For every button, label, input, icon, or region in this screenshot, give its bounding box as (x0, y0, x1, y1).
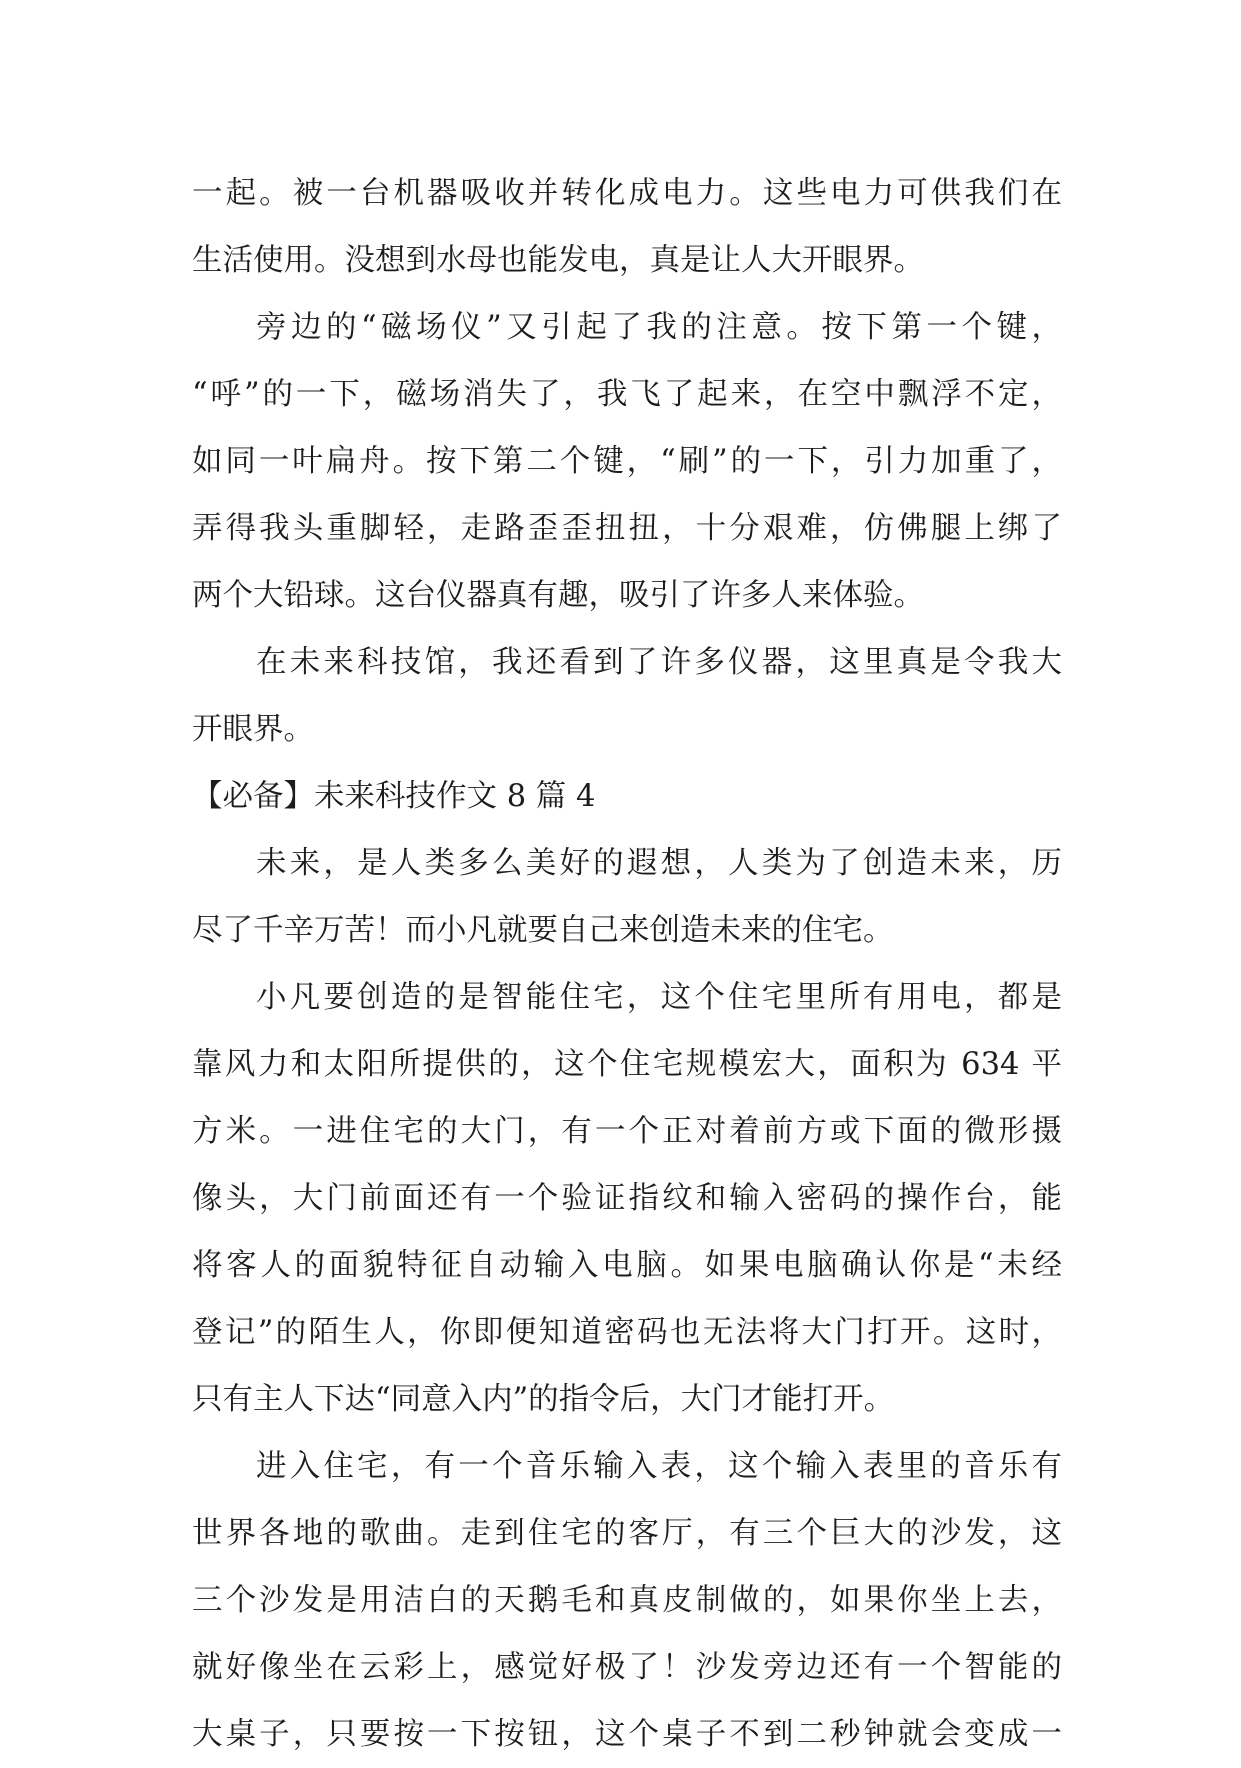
text-line: 尽了千辛万苦！而小凡就要自己来创造未来的住宅。 (192, 913, 894, 948)
text-line: 只有主人下达“同意入内”的指令后，大门才能打开。 (192, 1382, 895, 1417)
text-line: 三个沙发是用洁白的天鹅毛和真皮制做的，如果你坐上去， (192, 1583, 1062, 1618)
text-line: 弄得我头重脚轻，走路歪歪扭扭，十分艰难，仿佛腿上绑了 (192, 511, 1062, 546)
document-body (192, 160, 1062, 1768)
text-line: 小凡要创造的是智能住宅，这个住宅里所有用电，都是 (256, 980, 1062, 1015)
text-line: “呼”的一下，磁场消失了，我飞了起来，在空中飘浮不定， (192, 377, 1062, 412)
text-line: 进入住宅，有一个音乐输入表，这个输入表里的音乐有 (256, 1449, 1062, 1484)
text-line: 登记”的陌生人，你即便知道密码也无法将大门打开。这时， (192, 1315, 1062, 1350)
text-line: 开眼界。 (192, 712, 314, 747)
text-line: 两个大铅球。这台仪器真有趣，吸引了许多人来体验。 (192, 578, 924, 613)
text-line: 旁边的“磁场仪”又引起了我的注意。按下第一个键， (256, 310, 1062, 345)
text-line: 世界各地的歌曲。走到住宅的客厅，有三个巨大的沙发，这 (192, 1516, 1062, 1551)
text-line: 大桌子，只要按一下按钮，这个桌子不到二秒钟就会变成一 (192, 1717, 1062, 1752)
section-heading: 【必备】未来科技作文 8 篇 4 (192, 779, 596, 814)
text-line: 如同一叶扁舟。按下第二个键，“刷”的一下，引力加重了， (192, 444, 1062, 479)
text-line: 在未来科技馆，我还看到了许多仪器，这里真是令我大 (256, 645, 1062, 680)
text-line: 方米。一进住宅的大门，有一个正对着前方或下面的微形摄 (192, 1114, 1062, 1149)
text-line: 未来，是人类多么美好的遐想，人类为了创造未来，历 (256, 846, 1062, 881)
text-line: 就好像坐在云彩上，感觉好极了！沙发旁边还有一个智能的 (192, 1650, 1062, 1685)
text-line: 靠风力和太阳所提供的，这个住宅规模宏大，面积为 634 平 (192, 1047, 1062, 1082)
text-line: 生活使用。没想到水母也能发电，真是让人大开眼界。 (192, 243, 924, 278)
text-line: 一起。被一台机器吸收并转化成电力。这些电力可供我们在 (192, 176, 1062, 211)
text-line: 将客人的面貌特征自动输入电脑。如果电脑确认你是“未经 (192, 1248, 1062, 1283)
text-line: 像头，大门前面还有一个验证指纹和输入密码的操作台，能 (192, 1181, 1062, 1216)
